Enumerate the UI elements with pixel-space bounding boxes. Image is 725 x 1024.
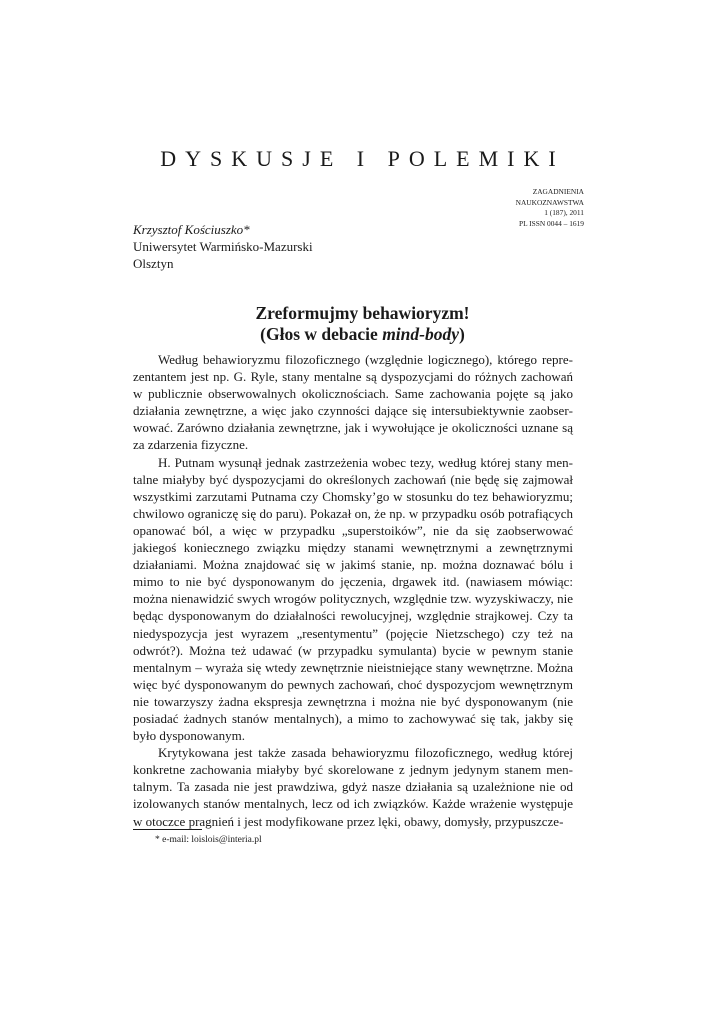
footnote: * e-mail: loislois@interia.pl (155, 835, 262, 845)
author-city: Olsztyn (133, 256, 174, 271)
author-affiliation: Uniwersytet Warmińsko-Mazurski (133, 239, 313, 254)
journal-issn: PL ISSN 0044 – 1619 (518, 218, 584, 228)
author-block (133, 221, 313, 272)
section-heading: DYSKUSJE I POLEMIKI (160, 146, 565, 171)
journal-name-line1: ZAGADNIENIA (532, 187, 584, 196)
title-line1: Zreformujmy behawioryzm! (255, 303, 470, 323)
journal-name-line2: NAUKOZNAWSTWA (515, 197, 584, 207)
paragraph-2: H. Putnam wysunął jednak zastrzeżenia wobec tezy, według której stany mentalne miałyby być dyspozycjami do określonych zachowań (nie będę się zajmował wszystkimi zarzutami Putnama czy Chomsky’go w stosunku do tez behawioryzmu; chwilowo ograniczę się do paru). Pokazał on, że np. w przypadku osób potrafiących opanować ból, a więc w przypadku „superstoików”, nie da się zaobserwować jakiegoś koniecznego związku między stanami wewnętrznymi a zewnętrznymi działaniami. Można znajdować się w jakimś stanie, np. można doznawać bólu i mimo to nie być dysponowanym do jęczenia, drgawek itd. (nawiasem mówiąc: można nienawidzić swych wrogów politycznych, względnie tzw. wyzyskiwaczy, nie będąc dysponowanym do działalności rewolucyjnej, względnie strajkowej. Czy ta niedyspozycja jest wyrazem „resentymentu” (pojęcie Nietzschego) czy też na odwrót?). Można też udawać (w przypadku symulanta) bycie w pewnym stanie mentalnym – wyraża się wtedy zewnętrznie nieistniejące stany wewnętrzne. Można więc być dysponowanym do pewnych zachowań, choć dyspozycjom wewnętrznym nie towarzyszy żadna ekspresja zewnętrzna i można nie być dysponowanym (nie posiadać żadnych stanów mentalnych), a mimo to zachowywać się tak, jakby się było dysponowanym. (133, 454, 573, 744)
article-title (0, 303, 725, 345)
journal-info (516, 187, 584, 229)
footnote-divider (133, 829, 202, 830)
paragraph-3: Krytykowana jest także zasada behawioryzmu filozoficznego, według której konkretne zachowania miałyby być skorelowane z jednym jedynym stanem mentalnym. Ta zasada nie jest prawdziwa, gdyż nasze działania są uzależnione nie od izolowanych stanów mentalnych, lecz od ich związków. Każde wrażenie występuje w otoczce pragnień i jest modyfikowane przez lęki, obawy, domysły, przypuszcze- (133, 745, 573, 829)
title-line2-prefix: (Głos w debacie (260, 324, 383, 344)
paragraph-1: Według behawioryzmu filozoficznego (względnie logicznego), którego reprezentantem jest np. G. Ryle, stany mentalne są dyspozycjami do różnych zachowań w publicznie obserwowalnych okolicznościach. Same zachowania pojęte są jako działania zewnętrzne, a więc jako czynności dające się intersubiektywnie zaobserwować. Zarówno działania zewnętrzne, jak i wywołujące je okoliczności uznane są za zdarzenia fizyczne. (133, 352, 573, 453)
title-line2-italic: mind-body (382, 324, 459, 344)
title-line2 (0, 324, 725, 345)
title-line2-suffix: ) (459, 324, 465, 344)
author-name: Krzysztof Kościuszko* (133, 222, 250, 237)
article-body (133, 351, 573, 830)
journal-issue: 1 (187), 2011 (544, 208, 584, 218)
